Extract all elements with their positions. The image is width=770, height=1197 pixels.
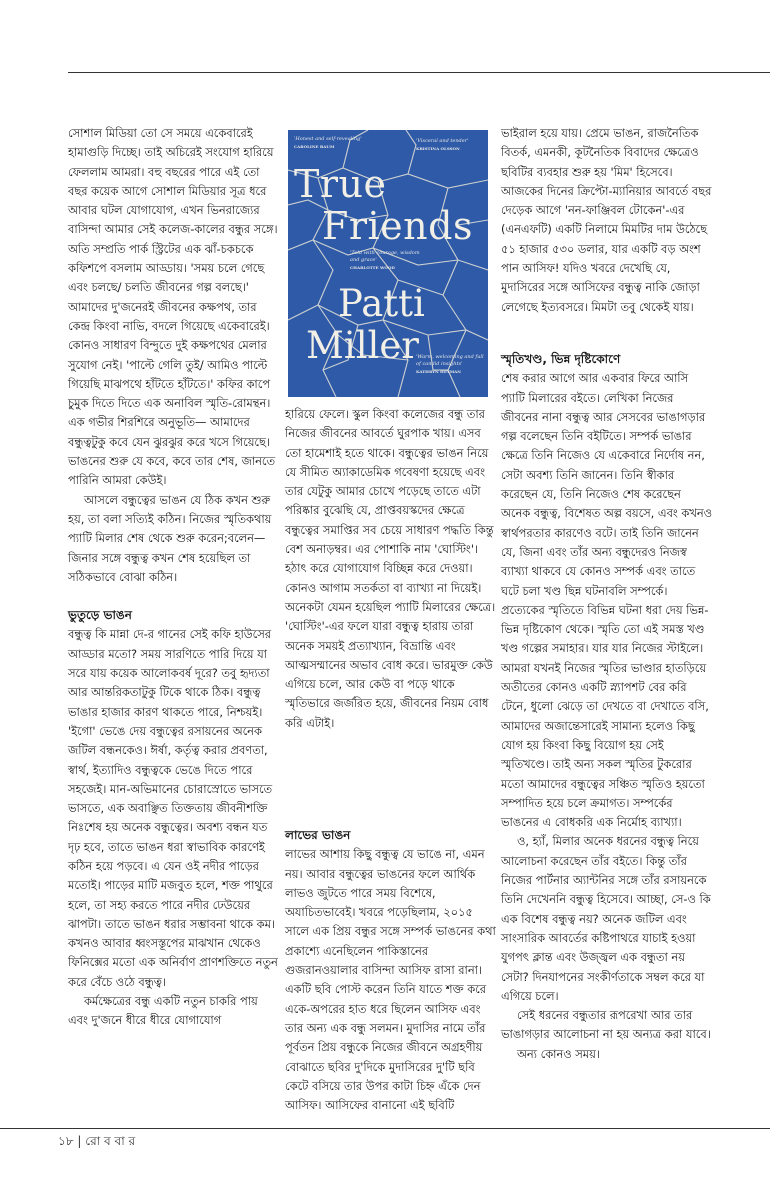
section-heading: ভুতুড়ে ভাঙন [68,608,132,623]
footer-separator: | [77,1134,82,1148]
section-heading: লাভের ভাঙন [285,828,351,842]
paragraph: বন্ধুত্ব কি মান্না দে-র গানের সেই কফি হাউসের আড্ডার মতো? সময় সারণিতে পারি দিয়ে যা সরে যায় কয়েক আলোকবর্ষ দূরে? তবু হৃদ্যতা আর আন্তরিকতাটুকু টিকে থাকে ঠিক। বন্ধুত্ব ভাঙার হাজার কারণ থাকতে পারে, নিশ্চয়ই। 'ইগো' ভেঙে দেয় বন্ধুত্বের রসায়নের অনেক জটিল বন্ধনকেও। ঈর্ষা, কর্তৃত্ব করার প্রবণতা, স্বার্থ, ইত্যাদিও বন্ধুত্বকে ভেঙে দিতে পারে সহজেই। মান-অভিমানের চোরাস্রোতে ভাসতে ভাসতে, এক অবাঞ্ছিত তিক্ততায় জীবনীশক্তি নিঃশেষ হয় অনেক বন্ধুত্বের। অবশ্য বন্ধন যত দৃঢ় হবে, তাতে ভাঙন ধরা স্বাভাবিক কারণেই কঠিন হয়ে পড়বে। এ যেন ওই নদীর পাড়ের মতোই। পাড়ের মাটি মজবুত হলে, শক্ত পাথুরে হলে, তা সহ্য করতে পারে নদীর ঢেউয়ের ঝাপটা। তাতে ভাঙন ধরার সম্ভাবনা থাকে কম। কখনও আবার ধ্বংসস্তূপের মাঝখান থেকেও ফিনিক্সের মতো এক অনির্বাণ প্রাণশক্তিতে নতুন করে বেঁচে ওঠে বন্ধুত্ব। [68,627,278,989]
cover-quote: 'Told with courage, wisdom and grace' CHARLOTTE WOOD [350,250,420,270]
article-column-1 [68,124,278,1031]
paragraph: সেই ধরনের বন্ধুতার রূপরেখা আর তার ভাঙাগড়ার আলোচনা না হয় অন্যত্র করা যাবে। [501,1008,711,1042]
book-title-line-1: True [294,162,387,206]
book-title-line-2: Friends [322,204,473,248]
magazine-name: রো ব বা র [85,1134,136,1148]
page-number: ১৮ [58,1134,74,1148]
cover-quote: 'Honest and self-revealing' CAROLINE BAUM [294,136,362,149]
article-column-2-lower [285,826,497,1115]
book-author-line-2: Miller [306,324,419,367]
paragraph: শেষ করার আগে আর একবার ফিরে আসি প্যাটি মিলারের বইতে। লেখিকা নিজের জীবনের নানা বন্ধুত্ব আর সেসবের ভাঙাগড়ার গল্প বলেছেন তিনি বইটিতে। সম্পর্ক ভাঙার ক্ষেত্রে তিনি নিজেও যে একেবারে নির্দোষ নন, সেটা অবশ্য তিনি জানেন। তিনি স্বীকার করেছেন যে, তিনি নিজেও শেষ করেছেন অনেক বন্ধুত্ব, বিশেষত অল্প বয়সে, এবং কখনও স্বার্থপরতার কারণেও বটে। তাই তিনি জানেন যে, জিনা এবং তাঁর অন্য বন্ধুদেরও নিজস্ব ব্যাখ্যা থাকবে যে কোনও সম্পর্ক এবং তাতে ঘটে চলা খণ্ড ছিন্ন ঘটনাবলি সম্পর্কে। প্রত্যেকের স্মৃতিতে বিভিন্ন ঘটনা ধরা দেয় ভিন্ন-ভিন্ন দৃষ্টিকোণ থেকে। স্মৃতি তো এই সমস্ত খণ্ড খণ্ড গল্পের সমাহার। যার যার নিজের স্টাইলে। আমরা যখনই নিজের স্মৃতির ভাণ্ডার হাতড়িয়ে অতীতের কোনও একটি স্ন্যাপশট বের করি টেনে, ধুলো ঝেড়ে তা দেখতে বা দেখাতে বসি, আমাদের অজান্তেসারেই সামান্য হলেও কিছু যোগ হয় কিংবা কিছু বিয়োগ হয় সেই স্মৃতিখণ্ডে। তাই অন্য সকল স্মৃতির টুকরোর মতো আমাদের বন্ধুত্বের সঞ্চিত স্মৃতিও হয়তো সম্পাদিত হয়ে চলে ক্রমাগত। সম্পর্কের ভাঙনের এ বোধকরি এক নির্মোহ ব্যাখ্যা। [501,371,713,830]
page-footer [58,1133,135,1153]
cover-quote: 'Warm, welcoming and full of candid insights' KATHRYN HEYMAN [416,354,484,374]
article-column-3-lower [501,350,713,1064]
paragraph: ও, হ্যাঁ, মিলার অনেক ধরনের বন্ধুত্ব নিয়ে আলোচনা করেছেন তাঁর বইতে। কিন্তু তাঁর নিজের পার্টনার অ্যান্টনির সঙ্গে তাঁর রসায়নকে তিনি দেখেননি বন্ধুত্ব হিসেবে। আচ্ছা, সে-ও কি এক বিশেষ বন্ধুত্ব নয়? অনেক জটিল এবং সাংসারিক আবর্তের কষ্টিপাথরে যাচাই হওয়া যুগপৎ ক্লান্ত এবং উজ্জ্বল এক বন্ধুতা নয় সেটা? দিনযাপনের সংকীর্ণতাকে সম্বল করে যা এগিয়ে চলে। [501,834,711,1003]
article-column-2 [285,405,497,733]
header-rule [68,72,770,73]
paragraph: লাভের আশায় কিছু বন্ধুত্ব যে ভাঙে না, এমন নয়। আবার বন্ধুত্বের ভাঙনের ফলে আর্থিক লাভও জুটতে পারে সময় বিশেষে, অযাচিতভাবেই। খবরে পড়েছিলাম, ২০১৫ সালে এক প্রিয় বন্ধুর সঙ্গে সম্পর্ক ভাঙনের কথা প্রকাশ্যে এনেছিলেন পাকিস্তানের গুজরানওয়ালার বাসিন্দা আসিফ রাসা রানা। একটি ছবি পোস্ট করেন তিনি যাতে শক্ত করে একে-অপরের হাত ধরে ছিলেন আসিফ এবং তার অন্য এক বন্ধু সলমন। মুদাসির নামে তাঁর পূর্বতন প্রিয় বন্ধুকে নিজের জীবনে অগ্রহণীয় বোঝাতে ছবির দু'দিকে মুদাসিরের দু'টি ছবি কেটে বসিয়ে তার উপর কাটা চিহ্ন এঁকে দেন আসিফ। আসিফের বানানো এই ছবিটি [285,847,496,1113]
cover-quote: 'Visceral and tender' KRISTINA OLSSON [416,138,469,151]
footer-rule [0,1128,770,1129]
paragraph: ভাইরাল হয়ে যায়। প্রেমে ভাঙন, রাজনৈতিক বিতর্ক, এমনকী, কূটনৈতিক বিবাদের ক্ষেত্রেও ছবিটির ব্যবহার শুরু হয় 'মিম' হিসেবে। আজকের দিনের ক্রিপ্টো-ম্যানিয়ার আবর্তে বছর দেড়েক আগে 'নন-ফাঞ্জিবল টোকেন'-এর (এনএফটি) একটি নিলামে মিমটির দাম উঠেছে ৫১ হাজার ৫৩০ ডলার, যার একটি বড় অংশ পান আসিফ! যদিও খবরে দেখেছি যে, মুদাসিরের সঙ্গে আসিফের বন্ধুত্ব নাকি জোড়া লেগেছে ইত্যবসরে। মিমটা তবু থেকেই যায়। [501,126,712,314]
article-column-3 [501,124,713,317]
paragraph: আসলে বন্ধুত্বের ভাঙন যে ঠিক কখন শুরু হয়, তা বলা সত্যিই কঠিন। নিজের স্মৃতিকথায় প্যাটি মিলার শেষ থেকে শুরু করেন;বলেন— জিনার সঙ্গে বন্ধুত্ব কখন শেষ হয়েছিল তা সঠিকভাবে বোঝা কঠিন। [68,492,272,584]
section-heading: স্মৃতিখণ্ড, ভিন্ন দৃষ্টিকোণে [501,352,621,366]
paragraph: সোশাল মিডিয়া তো সে সময়ে একেবারেই হামাগুড়ি দিচ্ছে। তাই অচিরেই সংযোগ হারিয়ে ফেললাম আমরা। বহু বছরের পারে এই তো বছর কয়েক আগে সোশাল মিডিয়ার সূত্র ধরে আবার ঘটল যোগাযোগ, এখন ভিনরাজ্যের বাসিন্দা আমার সেই কলেজ-কালের বন্ধুর সঙ্গে। অতি সম্প্রতি পার্ক স্ট্রিটের এক ঝাঁ-চকচকে কফিশপে বসলাম আড্ডায়। 'সময় চলে গেছে এবং চলছে/ চলতি জীবনের গল্প বলছে।' আমাদের দু'জনেরই জীবনের কক্ষপথ, তার কেন্দ্র কিংবা নাভি, বদলে গিয়েছে একেবারেই। কোনও সাধারণ বিন্দুতে দুই কক্ষপথের মেলার সুযোগ নেই। 'পাল্টে গেলি তুই/ আমিও পাল্টে গিয়েছি মাঝপথে হাঁটতে হাঁটতে।' কফির কাপে চুমুক দিতে দিতে এক অনাবিল স্মৃতি-রোমন্থন। এক গভীর শিরশিরে অনুভূতি— আমাদের বন্ধুত্বটুকু কবে যেন ঝুরঝুর করে খসে গিয়েছে। ভাঙনের শুরু যে কবে, কবে তার শেষ, জানতে পারিনি আমরা কেউই। [68,126,278,488]
paragraph: হারিয়ে ফেলে। স্কুল কিংবা কলেজের বন্ধু তার নিজের জীবনের আবর্তে ঘুরপাক খায়। এসব তো হামেশাই হতে থাকে। বন্ধুত্বের ভাঙন নিয়ে যে সীমিত অ্যাকাডেমিক গবেষণা হয়েছে এবং তার যেটুকু আমার চোখে পড়েছে তাতে এটা পরিষ্কার বুঝেছি যে, প্রাপ্তবয়স্কদের ক্ষেত্রে বন্ধুত্বের সমাপ্তির সব চেয়ে সাধারণ পদ্ধতি কিন্তু বেশ অনাড়ম্বর। এর পোশাকি নাম 'ঘোস্টিং'। হঠাৎ করে যোগাযোগ বিচ্ছিন্ন করে দেওয়া। কোনও আগাম সতর্কতা বা ব্যাখ্যা না দিয়েই। অনেকটা যেমন হয়েছিল প্যাটি মিলারের ক্ষেত্রে। 'ঘোস্টিং'-এর ফলে যারা বন্ধুত্ব হারায় তারা অনেক সময়ই প্রত্যাখ্যান, বিভ্রান্তি এবং আত্মসম্মানের অভাব বোধ করে। ভারমুক্ত কেউ এগিয়ে চলে, আর কেউ বা পড়ে থাকে স্মৃতিভারে জর্জরিত হয়ে, জীবনের নিয়ম বোধ করি এটাই। [285,407,496,730]
book-cover-image [288,130,488,397]
book-author-line-1: Patti [338,282,425,325]
paragraph: অন্য কোনও সময়। [517,1046,600,1061]
paragraph: কর্মক্ষেত্রের বন্ধু একটি নতুন চাকরি পায় এবং দু'জনে ধীরে ধীরে যোগাযোগ [68,994,258,1028]
